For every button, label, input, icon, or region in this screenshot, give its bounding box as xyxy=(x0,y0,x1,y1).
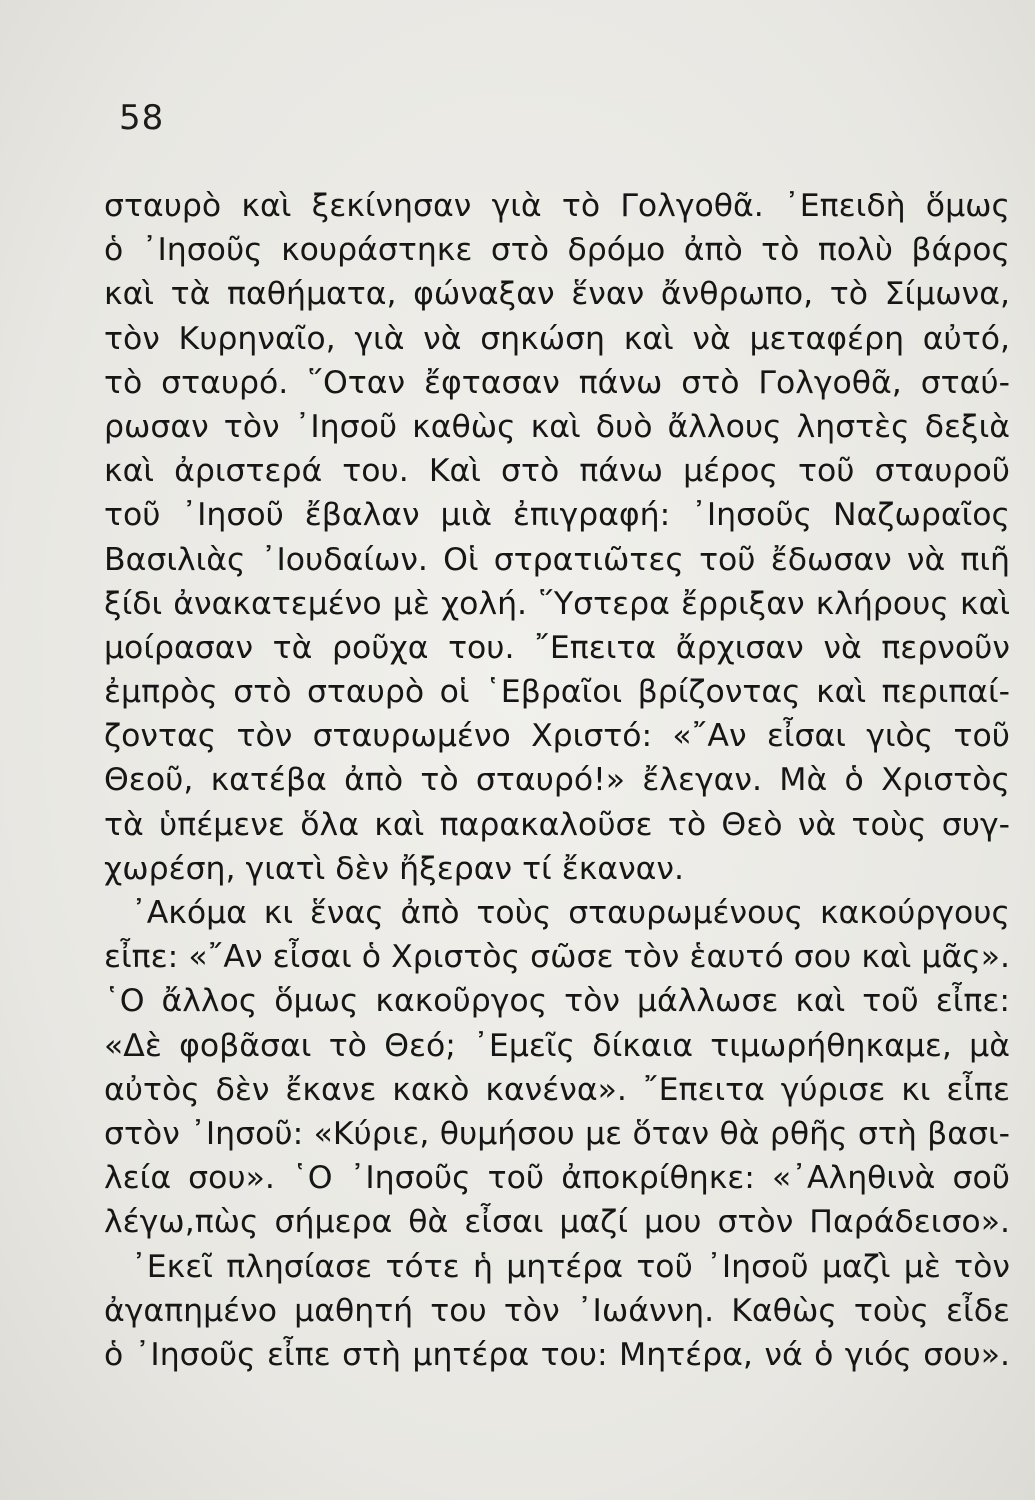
text-line: τὰ ὑπέμενε ὅλα καὶ παρακαλοῦσε τὸ Θεὸ νὰ τοὺς συγ- xyxy=(104,806,1010,843)
text-line: ρωσαν τὸν ᾿Ιησοῦ καθὼς καὶ δυὸ ἄλλους ληστὲς δεξιὰ xyxy=(104,408,1010,445)
text-line: καὶ τὰ παθήματα, φώναξαν ἕναν ἄνθρωπο, τὸ Σίμωνα, xyxy=(104,276,1010,313)
page-number: 58 xyxy=(119,98,165,138)
text-line: σταυρὸ καὶ ξεκίνησαν γιὰ τὸ Γολγοθᾶ. ᾿Επειδὴ ὅμως xyxy=(104,188,1010,224)
text-line: ᾿Ακόμα κι ἕνας ἀπὸ τοὺς σταυρωμένους κακούργους xyxy=(131,895,1010,931)
text-line: αὐτὸς δὲν ἔκανε κακὸ κανένα». ῎Επειτα γύρισε κι εἶπε xyxy=(104,1071,1010,1108)
text-line: ῾Ο ἄλλος ὅμως κακοῦργος τὸν μάλλωσε καὶ τοῦ εἶπε: xyxy=(104,983,1010,1020)
body-text xyxy=(104,184,1010,1377)
text-line: λεία σου». ῾Ο ᾿Ιησοῦς τοῦ ἀποκρίθηκε: «᾿Αληθινὰ σοῦ xyxy=(104,1160,1010,1197)
text-line: ἀγαπημένο μαθητή του τὸν ᾿Ιωάννη. Καθὼς τοὺς εἶδε xyxy=(104,1292,1010,1329)
text-line: Βασιλιὰς ᾿Ιουδαίων. Οἱ στρατιῶτες τοῦ ἔδωσαν νὰ πιῆ xyxy=(104,541,1010,578)
text-line: τὸ σταυρό. ῞Οταν ἔφτασαν πάνω στὸ Γολγοθᾶ, σταύ- xyxy=(104,364,1010,401)
text-line: τοῦ ᾿Ιησοῦ ἔβαλαν μιὰ ἐπιγραφή: ᾿Ιησοῦς Ναζωραῖος xyxy=(104,497,1010,534)
text-line: «Δὲ φοβᾶσαι τὸ Θεό; ᾿Εμεῖς δίκαια τιμωρήθηκαμε, μὰ xyxy=(104,1027,1010,1064)
text-line: ζοντας τὸν σταυρωμένο Χριστό: «῎Αν εἶσαι γιὸς τοῦ xyxy=(104,718,1010,755)
text-line: καὶ ἀριστερά του. Καὶ στὸ πάνω μέρος τοῦ σταυροῦ xyxy=(104,453,1010,490)
text-line: ξίδι ἀνακατεμένο μὲ χολή. ῞Υστερα ἔρριξαν κλήρους καὶ xyxy=(104,585,1010,622)
text-line: Θεοῦ, κατέβα ἀπὸ τὸ σταυρό!» ἔλεγαν. Μὰ ὁ Χριστὸς xyxy=(104,762,1010,799)
text-line: τὸν Κυρηναῖο, γιὰ νὰ σηκώση καὶ νὰ μεταφέρη αὐτό, xyxy=(104,320,1010,357)
text-line: ὁ ᾿Ιησοῦς εἶπε στὴ μητέρα του: Μητέρα, νά ὁ γιός σου». xyxy=(104,1336,1010,1373)
text-line: χωρέση, γιατὶ δὲν ἤξεραν τί ἔκαναν. xyxy=(104,850,685,887)
text-line: λέγω,πὼς σήμερα θὰ εἶσαι μαζί μου στὸν Παράδεισο». xyxy=(104,1204,1010,1241)
text-line: ᾿Εκεῖ πλησίασε τότε ἡ μητέρα τοῦ ᾿Ιησοῦ μαζὶ μὲ τὸν xyxy=(131,1248,1010,1285)
text-line: εἶπε: «῎Αν εἶσαι ὁ Χριστὸς σῶσε τὸν ἑαυτό σου καὶ μᾶς». xyxy=(104,939,1010,976)
text-line: ἐμπρὸς στὸ σταυρὸ οἱ ῾Εβραῖοι βρίζοντας καὶ περιπαί- xyxy=(104,674,1010,711)
text-line: στὸν ᾿Ιησοῦ: «Κύριε, θυμήσου με ὅταν θὰ ρθῆς στὴ βασι- xyxy=(104,1115,1010,1152)
text-line: ὁ ᾿Ιησοῦς κουράστηκε στὸ δρόμο ἀπὸ τὸ πολὺ βάρος xyxy=(104,232,1010,269)
text-line: μοίρασαν τὰ ροῦχα του. ῎Επειτα ἄρχισαν νὰ περνοῦν xyxy=(104,629,1010,666)
